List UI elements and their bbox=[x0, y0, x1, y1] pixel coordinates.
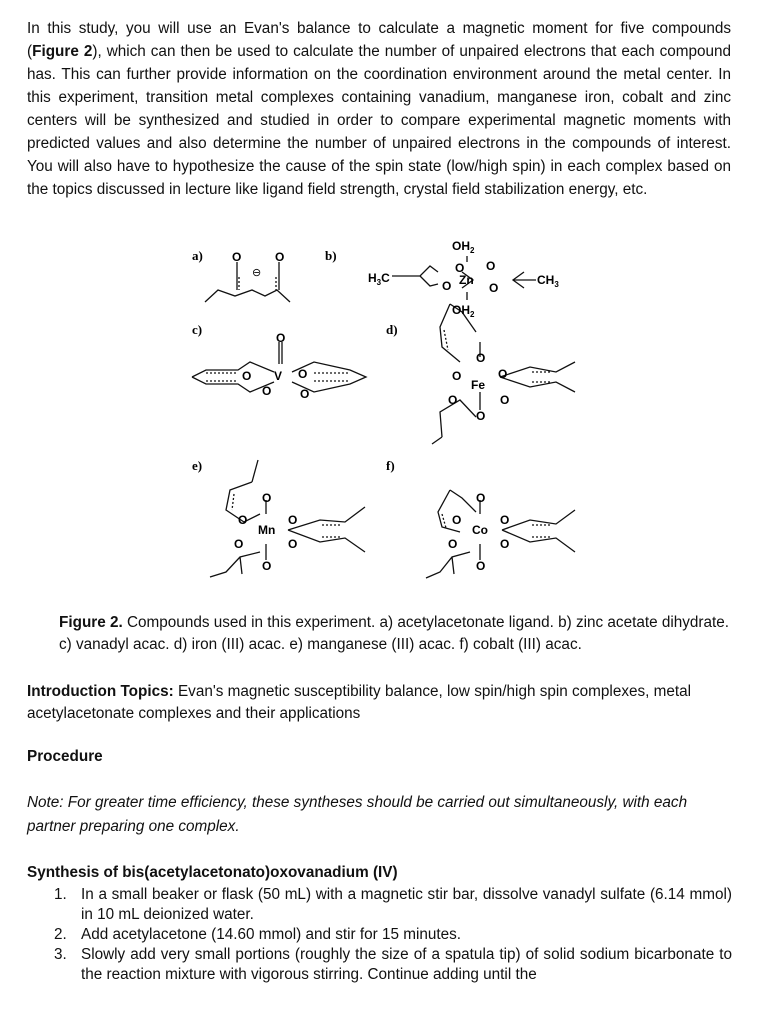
atom-methyl-left: $H_3C$ bbox=[368, 271, 390, 287]
atom-o: O bbox=[452, 369, 462, 383]
atom-o: O bbox=[262, 491, 272, 505]
atom-zn: Zn bbox=[459, 273, 474, 287]
structure-vanadyl-acac bbox=[192, 342, 366, 392]
atom-o: O bbox=[238, 513, 248, 527]
atom-o: O bbox=[448, 537, 458, 551]
synthesis-heading: Synthesis of bis(acetylacetonato)oxovanadium (IV) bbox=[27, 864, 398, 881]
atom-o: O bbox=[275, 250, 285, 264]
atom-o: O bbox=[262, 384, 272, 398]
intro-text-2: ), which can then be used to calculate the number of unpaired electrons that each compound has. This can further provide information on the coordination environment around the metal center. In this experiment, transition metal complexes containing vanadium, manganese iron, cobalt and zinc centers will be synthesized and studied in order to compare experimental magnetic moments with predicted values and also determine the number of unpaired electrons in the compounds of interest. You will also have to hypothesize the cause of the spin state (low/high spin) in each complex based on the topics discussed in lecture like ligand field strength, crystal field stabilization energy, etc. bbox=[27, 43, 732, 198]
label-b: b) bbox=[325, 248, 337, 263]
figure-reference: Figure 2 bbox=[32, 43, 93, 60]
label-c: c) bbox=[192, 322, 203, 337]
charge-minus-icon: ⊖ bbox=[252, 267, 262, 279]
label-f: f) bbox=[386, 458, 395, 473]
atom-o: O bbox=[455, 261, 465, 275]
atom-o: O bbox=[498, 367, 508, 381]
atom-o: O bbox=[486, 259, 496, 273]
caption-text: Compounds used in this experiment. a) acetylacetonate ligand. b) zinc acetate dihydrate. c) vanadyl acac. d) iron (III) acac. e) manganese (III) acac. f) cobalt (III) acac. bbox=[59, 614, 730, 653]
synthesis-steps bbox=[27, 885, 732, 985]
atom-o: O bbox=[476, 559, 486, 573]
step-number: 2. bbox=[54, 926, 67, 943]
atom-o: O bbox=[452, 513, 462, 527]
topics-text: Evan's magnetic susceptibility balance, low spin/high spin complexes, metal acetylacetonate complexes and their applications bbox=[27, 683, 692, 722]
list-item bbox=[27, 885, 732, 925]
atom-o: O bbox=[448, 393, 458, 407]
figure-caption bbox=[59, 612, 739, 656]
compounds-figure bbox=[180, 232, 600, 592]
step-text: Slowly add very small portions (roughly the size of a spatula tip) of solid sodium bicarbonate to the reaction mixture with vigorous stirring. Continue adding until the bbox=[81, 946, 732, 983]
atom-o: O bbox=[298, 367, 308, 381]
atom-water-bottom: $OH_2$ bbox=[452, 303, 475, 319]
topics-label: Introduction Topics: bbox=[27, 683, 174, 700]
structure-acac-ligand bbox=[205, 262, 290, 302]
intro-paragraph bbox=[27, 17, 731, 201]
label-e: e) bbox=[192, 458, 203, 473]
atom-o: O bbox=[232, 250, 242, 264]
atom-o: O bbox=[489, 281, 499, 295]
step-number: 1. bbox=[54, 886, 67, 903]
atom-o: O bbox=[288, 537, 298, 551]
intro-text-1: In this study, you will use an Evan's balance to calculate a magnetic moment for five compounds ( bbox=[27, 20, 731, 60]
atom-o: O bbox=[476, 409, 486, 423]
intro-topics bbox=[27, 681, 737, 725]
atom-o: O bbox=[234, 537, 244, 551]
label-a: a) bbox=[192, 248, 203, 263]
atom-o: O bbox=[262, 559, 272, 573]
atom-o: O bbox=[300, 387, 310, 401]
procedure-heading: Procedure bbox=[27, 748, 103, 765]
atom-o: O bbox=[288, 513, 298, 527]
atom-mn: Mn bbox=[258, 523, 276, 537]
atom-o: O bbox=[500, 513, 510, 527]
atom-v: V bbox=[274, 369, 283, 383]
atom-fe: Fe bbox=[471, 378, 486, 392]
atom-water-top: $OH_2$ bbox=[452, 239, 475, 255]
atom-o: O bbox=[442, 279, 452, 293]
step-text: Add acetylacetone (14.60 mmol) and stir for 15 minutes. bbox=[81, 926, 462, 943]
atom-o: O bbox=[276, 331, 286, 345]
atom-o: O bbox=[476, 351, 486, 365]
label-d: d) bbox=[386, 322, 398, 337]
list-item bbox=[27, 945, 732, 985]
list-item bbox=[27, 925, 732, 945]
note-text: Note: For greater time efficiency, these syntheses should be carried out simultaneously, with each partner preparing one complex. bbox=[27, 794, 688, 835]
atom-o: O bbox=[500, 393, 510, 407]
structure-cobalt-acac bbox=[426, 490, 575, 578]
atom-o: O bbox=[242, 369, 252, 383]
atom-co: Co bbox=[472, 523, 488, 537]
step-text: In a small beaker or flask (50 mL) with a magnetic stir bar, dissolve vanadyl sulfate (6.14 mmol) in 10 mL deionized water. bbox=[81, 886, 732, 923]
step-number: 3. bbox=[54, 946, 67, 963]
atom-o: O bbox=[500, 537, 510, 551]
atom-methyl-right: $CH_3$ bbox=[537, 273, 559, 289]
atom-o: O bbox=[476, 491, 486, 505]
caption-label: Figure 2. bbox=[59, 614, 123, 631]
